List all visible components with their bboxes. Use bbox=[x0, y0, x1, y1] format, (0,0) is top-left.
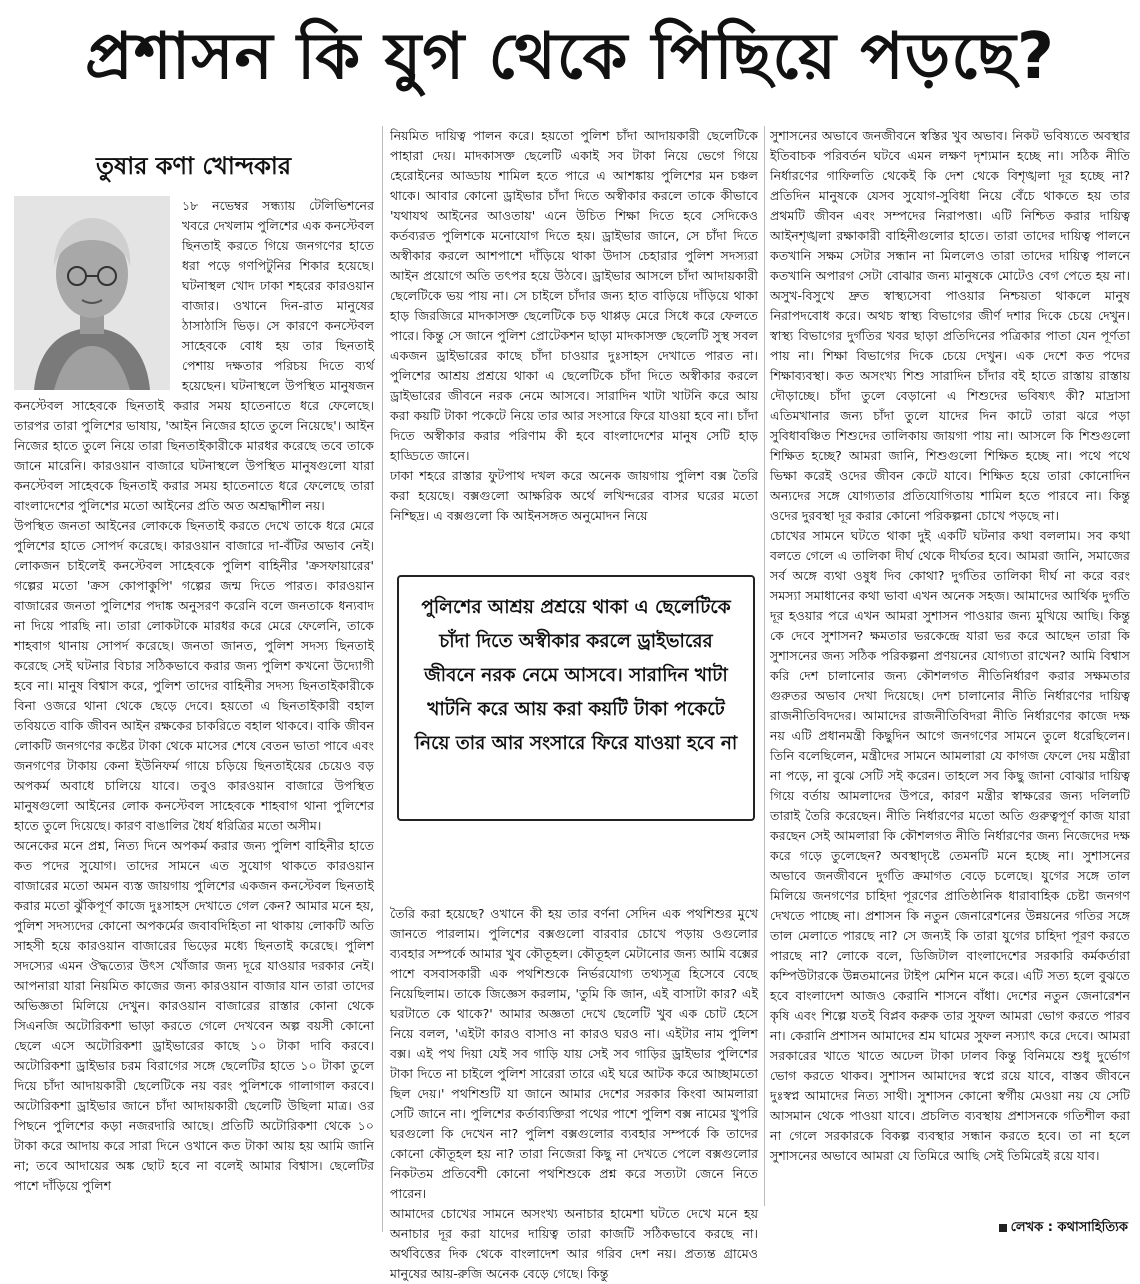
column-2-top bbox=[390, 126, 758, 572]
col2-paragraph-3: তৈরি করা হয়েছে? ওখানে কী হয় তার বর্ণনা সেদিন এক পথশিশুর মুখে জানতে পারলাম। পুলিশের বক্সগুলো বারবার চোখে পড়ায় ওগুলোর ব্যবহার সম্পর্কে আমার খুব কৌতূহল। কৌতূহল মেটানোর জন্য আমি বক্সের পাশে বসবাসকারী এক পথশিশুকে নির্ভরযোগ্য তথ্যসূত্র হিসেবে বেছে নিয়েছিলাম। তাকে জিজ্ঞেস করলাম, 'তুমি কি জান, এই বাসাটা কার? এই ঘরটাতে কে থাকে?' আমার অজ্ঞতা দেখে ছেলেটি খুব এক চোট হেসে নিয়ে বলল, 'এইটা কারও বাসাও না কারও ঘরও না। এইটার নাম পুলিশ বক্স। এই পথ দিয়া যেই সব গাড়ি যায় সেই সব গাড়ির ড্রাইভার পুলিশের টাকা দিতে না চাইলে পুলিশ সারেরা তারে এই ঘরে আটক করে আচ্ছামতো ছিল দেয়।' পথশিশুটি যা জানে আমার দেশের সরকার কিংবা আমলারা সেটি জানে না। পুলিশের কর্তাব্যক্তিরা পথের পাশে পুলিশ বক্স নামের খুপরি ঘরগুলো কি দেখেন না? পুলিশ বক্সগুলোর ব্যবহার সম্পর্কে কি তাদের কোনো কৌতূহল হয় না? তারা নিজেরা কিছু না দেখতে পেলে বক্সগুলোর নিকটতম প্রতিবেশী কোনো পথশিশুকে প্রশ্ন করে সত্যটা জেনে নিতে পারেন। bbox=[390, 906, 758, 1201]
author-note-text: লেখক : কথাসাহিত্যিক bbox=[1010, 1220, 1128, 1235]
col2-paragraph-1: নিয়মিত দায়িত্ব পালন করে। হয়তো পুলিশ চাঁদা আদায়কারী ছেলেটিকে পাহারা দেয়। মাদকাসক্ত ছেলেটি একাই সব টাকা নিয়ে ভেগে গিয়ে হেরোইনের আড্ডায় শামিল হতে পারে এ আশঙ্কায় পুলিশের মন চঞ্চল থাকে। আবার কোনো ড্রাইভার চাঁদা দিতে অস্বীকার করলে তাকে কীভাবে 'যথাযথ আইনের আওতায়' এনে উচিত শিক্ষা দিতে হবে সেদিকেও কর্তব্যরত পুলিশকে মনোযোগ দিতে হয়। ড্রাইভার জানে, সে চাঁদা দিতে অস্বীকার করলে আশপাশে দাঁড়িয়ে থাকা উদাস চেহারার পুলিশ সদস্যরা আইন প্রয়োগে অতি তৎপর হয়ে উঠবে। ড্রাইভার আসলে চাঁদা আদায়কারী ছেলেটিকে ভয় পায় না। সে চাইলে চাঁদার জন্য হাত বাড়িয়ে দাঁড়িয়ে থাকা হাড় জিরজিরে মাদকাসক্ত ছেলেটিকে চড় থাপ্পড় মেরে সিধে করে ফেলতে পারে। কিন্তু সে জানে পুলিশ প্রোটেকশন ছাড়া মাদকাসক্ত ছেলেটি সুস্থ সবল একজন ড্রাইভারের কাছে চাঁদা চাওয়ার দুঃসাহস দেখাতে পারত না। পুলিশের আশ্রয় প্রশ্রয়ে থাকা এ ছেলেটিকে চাঁদা দিতে অস্বীকার করলে ড্রাইভারের জীবনে নরক নেমে আসবে। সারাদিন খাটা খাটনি করে আয় করা কয়টি টাকা পকেটে নিয়ে তার আর সংসারে ফিরে যাওয়া হবে না। চাঁদা দিতে অস্বীকার করার পরিণাম কী হবে বাংলাদেশের মানুষ সেটি হাড় হাড্ডিতে জানে। bbox=[390, 128, 758, 463]
author-portrait-icon bbox=[14, 196, 170, 390]
column-2-bottom bbox=[390, 904, 758, 1281]
author-portrait bbox=[14, 196, 170, 390]
col2-paragraph-4: আমাদের চোখের সামনে অসংখ্য অনাচার হামেশা ঘটতে দেখে মনে হয় অনাচার দূর করা যাদের দায়িত্ব তারা কাজটি সঠিকভাবে করছে না। অর্থবিত্তের দিক থেকে বাংলাদেশ আর গরিব দেশ নয়। প্রত্যন্ত গ্রামেও মানুষের আয়-রুজি অনেক বেড়ে গেছে। কিন্তু bbox=[390, 1206, 758, 1281]
col2-paragraph-2: ঢাকা শহরে রাস্তার ফুটপাথ দখল করে অনেক জায়গায় পুলিশ বক্স তৈরি করা হয়েছে। বক্সগুলো আক্ষরিক অর্থে লখিন্দরের বাসর ঘরের মতো নিশ্ছিদ্র। এ বক্সগুলো কি আইনসঙ্গত অনুমোদন নিয়ে bbox=[390, 468, 758, 523]
column-divider bbox=[764, 126, 765, 1206]
col3-paragraph-1: সুশাসনের অভাবে জনজীবনে স্বস্তির খুব অভাব। নিকট ভবিষ্যতে অবস্থার ইতিবাচক পরিবর্তন ঘটবে এমন লক্ষণ দৃশ্যমান হচ্ছে না। সঠিক নীতি নির্ধারণের গাফিলতি থেকেই কি দেশ থেকে বিশৃঙ্খলা দূর হচ্ছে না? প্রতিদিন মানুষকে যেসব সুযোগ-সুবিধা নিয়ে বেঁচে থাকতে হয় তার প্রথমটি জীবন এবং সম্পদের নিরাপত্তা। এটি নিশ্চিত করার দায়িত্ব আইনশৃঙ্খলা রক্ষাকারী বাহিনীগুলোর হাতে। তারা তাদের দায়িত্ব পালনে কতখানি সক্ষম সেটার সন্ধান না মিললেও তারা তাদের দায়িত্ব পালনে কতখানি অপারগ সেটা বোঝার জন্য মানুষকে মোটেও বেগ পেতে হয় না। অসুখ-বিসুখে দ্রুত স্বাস্থ্যসেবা পাওয়ার নিশ্চয়তা থাকলে মানুষ নিরাপদবোধ করে। অথচ স্বাস্থ্য বিভাগের জীর্ণ দশার দিকে চেয়ে দেখুন। স্বাস্থ্য বিভাগের দুর্গতির খবর ছাড়া প্রতিদিনের পত্রিকার পাতা যেন পূর্ণতা পায় না। শিক্ষা বিভাগের দিকে চেয়ে দেখুন। এক দেশে কত পদের শিক্ষাব্যবস্থা। কত অসংখ্য শিশু সারাদিন চাঁদার বই হাতে রাস্তায় রাস্তায় দৌড়াচ্ছে। চাঁদা তুলে বেড়ানো এ শিশুদের ভবিষ্যৎ কী? মাদ্রাসা এতিমখানার জন্য চাঁদা তুলে যাদের দিন কাটে তারা ঝরে পড়া সুবিধাবঞ্চিত শিশুদের তালিকায় জায়গা পায় না। আসলে কি শিশুগুলো শিক্ষিত হচ্ছে? আমরা জানি, শিশুগুলো শিক্ষিত হচ্ছে না। পথে পথে ভিক্ষা করেই ওদের জীবন কেটে যাবে। শিক্ষিত হয়ে তারা কোনোদিন অন্যদের সঙ্গে যোগ্যতার প্রতিযোগিতায় শামিল হতে পারবে না। কিন্তু ওদের দুরবস্থা দূর করার কোনো পরিকল্পনা চোখে পড়ছে না। bbox=[770, 128, 1130, 523]
column-1 bbox=[14, 196, 374, 1230]
square-bullet-icon bbox=[999, 1224, 1007, 1232]
column-3 bbox=[770, 126, 1130, 1206]
col1-paragraph-3: অনেকের মনে প্রশ্ন, নিত্য দিনে অপকর্ম করার জন্য পুলিশ বাহিনীর হাতে কত পদের সুযোগ। তাদের সামনে এত সুযোগ থাকতে কারওয়ান বাজারের মতো অমন ব্যস্ত জায়গায় পুলিশের একজন কনস্টেবল ছিনতাই করার মতো ঝুঁকিপূর্ণ কাজে দুঃসাহস দেখাতে গেল কেন? আমার মনে হয়, পুলিশ সদস্যদের কোনো অপকর্মের জবাবদিহিতা না থাকায় লোকটি অতি সাহসী হয়ে কারওয়ান বাজারের ভিড়ের মধ্যে ছিনতাই করেছে। পুলিশ সদস্যের এমন ঔদ্ধত্যের উৎস খোঁজার জন্য দূরে যাওয়ার দরকার নেই। আপনারা যারা নিয়মিত কাজের জন্য কারওয়ান বাজার যান তারা তাদের অভিজ্ঞতা মিলিয়ে দেখুন। কারওয়ান বাজারের রাস্তার কোনা থেকে সিএনজি অটোরিকশা ভাড়া করতে গেলে দেখবেন অল্প বয়সী কোনো ছেলে এসে অটোরিকশা ড্রাইভারের কাছে ১০ টাকা দাবি করবে। অটোরিকশা ড্রাইভার চরম বিরাগের সঙ্গে ছেলেটির হাতে ১০ টাকা তুলে দিয়ে চাঁদা আদায়কারী ছেলেটিকে নয় বরং পুলিশকে গালাগাল করবে। অটোরিকশা ড্রাইভার জানে চাঁদা আদায়কারী ছেলেটি উছিলা মাত্র। ওর পিছনে পুলিশের কড়া নজরদারি আছে। প্রতিটি অটোরিকশা থেকে ১০ টাকা করে আদায় করে সারা দিনে ওখানে কত টাকা আয় হয় আমি জানি না; তবে আদায়ের অঙ্ক ছোট হবে না বলেই আমার বিশ্বাস। ছেলেটির পাশে দাঁড়িয়ে পুলিশ bbox=[14, 838, 374, 1193]
headline: প্রশাসন কি যুগ থেকে পিছিয়ে পড়ছে? bbox=[85, 20, 1055, 94]
pull-quote: পুলিশের আশ্রয় প্রশ্রয়ে থাকা এ ছেলেটিকে চাঁদা দিতে অস্বীকার করলে ড্রাইভারের জীবনে নরক নেমে আসবে। সারাদিন খাটা খাটনি করে আয় করা কয়টি টাকা পকেটে নিয়ে তার আর সংসারে ফিরে যাওয়া হবে না bbox=[397, 575, 755, 821]
col3-paragraph-2: চোখের সামনে ঘটতে থাকা দুই একটি ঘটনার কথা বললাম। সব কথা বলতে গেলে এ তালিকা দীর্ঘ থেকে দীর্ঘতর হবে। আমরা জানি, সমাজের সর্ব অঙ্গে ব্যথা ওষুধ দিব কোথা? দুর্গতির তালিকা দীর্ঘ না করে বরং সমস্যা সমাধানের কথা ভাবা এখন অনেক সহজ। আমাদের আর্থিক দুর্গতি দূর হওয়ার পরে এখন আমরা সুশাসন পাওয়ার জন্য মুখিয়ে আছি। কিন্তু কে দেবে সুশাসন? ক্ষমতার ভরকেন্দ্রে যারা ভর করে আছেন তারা কি সুশাসনের জন্য সঠিক পরিকল্পনা প্রণয়নের যোগ্যতা রাখেন? আমি বিশ্বাস করি দেশ চালানোর জন্য কৌশলগত নীতিনির্ধারণ করার সক্ষমতার গুরুতর অভাব দেখা দিয়েছে। দেশ চালানোর নীতি নির্ধারণের দায়িত্ব রাজনীতিবিদদের। আমাদের রাজনীতিবিদরা নীতি নির্ধারণের কাজে দক্ষ নয় এটি প্রধানমন্ত্রী কিছুদিন আগে জনগণের সামনে তুলে ধরেছিলেন। তিনি বলেছিলেন, মন্ত্রীদের সামনে আমলারা যে কাগজ ফেলে দেয় মন্ত্রীরা না পড়ে, না বুঝে সেটি সই করেন। তাহলে সব কিছু জানা বোঝার দায়িত্ব গিয়ে বর্তায় আমলাদের উপরে, কারণ মন্ত্রীর স্বাক্ষরের জন্য দলিলটি তারাই তৈরি করেছেন। নীতি নির্ধারণের মতো অতি গুরুত্বপূর্ণ কাজ যারা করছেন সেই আমলারা কি কৌশলগত নীতি নির্ধারণের জন্য নিজেদের দক্ষ করে গড়ে তুলেছেন? অবস্থাদৃষ্টে তেমনটি মনে হচ্ছে না। সুশাসনের অভাবে জনজীবনে দুর্গতি ক্রমাগত বেড়ে চলেছে। যুগের সঙ্গে তাল মিলিয়ে জনগণের চাহিদা পূরণের প্রাতিষ্ঠানিক ধারাবাহিক চেষ্টা জনগণ দেখতে পাচ্ছে না। প্রশাসন কি নতুন জেনারেশনের উন্নয়নের গতির সঙ্গে তাল মেলাতে পারছে না? সে জন্যই কি তারা যুগের চাহিদা পূরণ করতে পারছে না? লোকে বলে, ডিজিটাল বাংলাদেশের সরকারি কর্মকর্তারা কম্পিউটারকে উন্নতমানের টাইপ মেশিন মনে করে। এটি সত্য হলে বুঝতে হবে বাংলাদেশ আজও কেরানি শাসনে বাঁধা। দেশের নতুন জেনারেশন কৃষি এবং শিল্পে যতই বিপ্লব করুক তার সুফল আমরা ভোগ করতে পারব না। কেরানি প্রশাসন আমাদের শ্রম ঘামের সুফল নস্যাৎ করে দেবে। আমরা সরকারের খাতে খাতে অঢেল টাকা ঢালব কিন্তু বিনিময়ে শুধু দুর্ভোগ ভোগ করতে থাকব। সুশাসন আমাদের স্বপ্নে রয়ে যাবে, বাস্তব জীবনে দুঃস্বপ্ন আমাদের নিত্য সাথী। সুশাসন কোনো স্বর্গীয় মেওয়া নয় যে সেটি আসমান থেকে পাওয়া যাবে। প্রচলিত ব্যবস্থায় প্রশাসনকে গতিশীল করা না গেলে সরকারকে বিকল্প ব্যবস্থার সন্ধান করতে হবে। তা না হলে সুশাসনের অভাবে আমরা যে তিমিরে আছি সেই তিমিরেই রয়ে যাব। bbox=[770, 528, 1130, 1163]
col1-paragraph-1: ১৮ নভেম্বর সন্ধ্যায় টেলিভিশনের খবরে দেখলাম পুলিশের এক কনস্টেবল ছিনতাই করতে গিয়ে জনগণের হাতে ধরা পড়ে গণপিটুনির শিকার হয়েছে। ঘটনাস্থল খোদ ঢাকা শহরের কারওয়ান বাজার। ওখানে দিন-রাত মানুষের ঠাসাঠাসি ভিড়। সে কারণে কনস্টেবল সাহেবকে বোধ হয় তার ছিনতাই পেশায় দক্ষতার পরিচয় দিতে ব্যর্থ হয়েছেন। ঘটনাস্থলে উপস্থিত মানুষজন কনস্টেবল সাহেবকে ছিনতাই করার সময় হাতেনাতে ধরে ফেলেছে। তারপর তারা পুলিশের ভাষায়, 'আইন নিজের হাতে তুলে নিয়েছে'। আইন নিজের হাতে তুলে নিয়ে তারা ছিনতাইকারীকে মারধর করেছে তবে তাকে জানে মারেনি। কারওয়ান বাজারে ঘটনাস্থলে উপস্থিত মানুষগুলো যারা কনস্টেবল সাহেবকে ছিনতাই করার সময় হাতেনাতে ধরে ফেলেছে তারা বাংলাদেশের পুলিশের মতো আইনের প্রতি অত অশ্রদ্ধাশীল নয়। bbox=[14, 198, 374, 513]
column-divider bbox=[382, 126, 383, 1232]
byline: তুষার কণা খোন্দকার bbox=[96, 152, 292, 180]
author-note bbox=[999, 1218, 1128, 1239]
col1-paragraph-2: উপস্থিত জনতা আইনের লোককে ছিনতাই করতে দেখে তাকে ধরে মেরে পুলিশের হাতে সোপর্দ করেছে। কারওয়ান বাজারে দা-বঁটির অভাব নেই। লোকজন চাইলেই কনস্টেবল সাহেবকে পুলিশ বাহিনীর 'ক্রসফায়ারের' গল্পের মতো 'ক্রস কোপাকুপি' গল্পের জন্ম দিতে পারত। কারওয়ান বাজারের জনতা পুলিশের পদাঙ্ক অনুসরণ করেনি বলে জনতাকে ধন্যবাদ না দিয়ে পারছি না। তারা লোকটাকে মারধর করে মেরে ফেলেনি, তাকে শাহবাগ থানায় সোপর্দ করেছে। জনতা জানত, পুলিশ সদস্য ছিনতাই করেছে সেই ঘটনার বিচার সঠিকভাবে করার জন্য পুলিশ কখনো উদ্যোগী হবে না। মানুষ বিশ্বাস করে, পুলিশ তাদের বাহিনীর সদস্য ছিনতাইকারীকে বিনা ওজরে থানা থেকে ছেড়ে দেবে। হয়তো এ ছিনতাইকারী বহাল তবিয়তে বাকি জীবন আইন রক্ষকের চাকরিতে বহাল থাকবে। বাকি জীবন লোকটি জনগণের কষ্টের টাকা থেকে মাসের শেষে বেতন ভাতা পাবে এবং জনগণের টাকায় কেনা ইউনিফর্ম গায়ে চড়িয়ে ছিনতাইয়ের চেয়েও বড় অপকর্ম অবাধে চালিয়ে যাবে। তবুও কারওয়ান বাজারে উপস্থিত মানুষগুলো আইনের লোক কনস্টেবল সাহেবকে শাহবাগ থানা পুলিশের হাতে তুলে দিয়েছে। কারণ বাঙালির ধৈর্য ধরিত্রির মতো অসীম। bbox=[14, 518, 374, 833]
